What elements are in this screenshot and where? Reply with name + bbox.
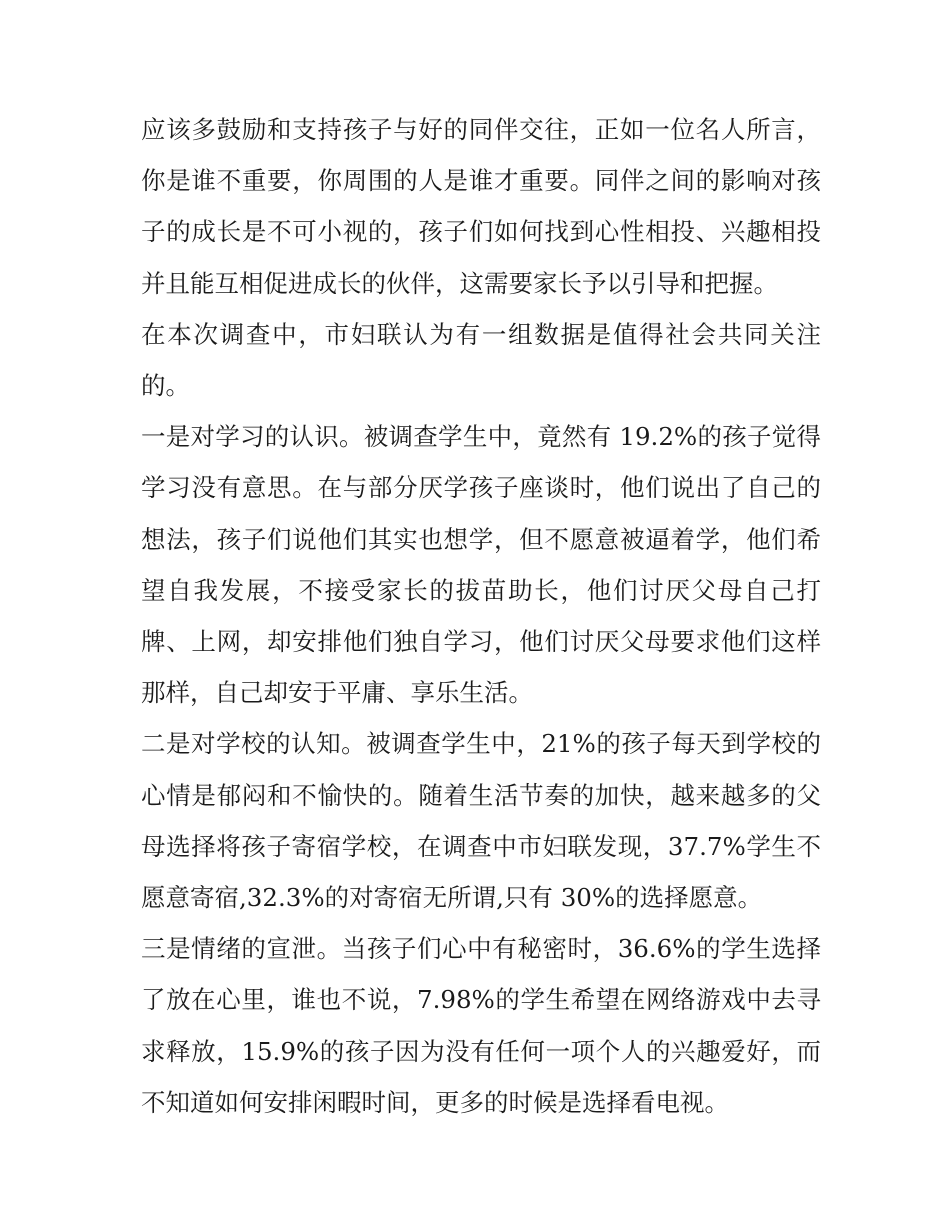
paragraph-emotion: 三是情绪的宣泄。当孩子们心中有秘密时，36.6%的学生选择了放在心里，谁也不说，7.98%的学生希望在网络游戏中去寻求释放，15.9%的孩子因为没有任何一项个人的兴趣爱好，而不知道如何安排闲暇时间，更多的时候是选择看电视。 bbox=[141, 934, 821, 1117]
body-text bbox=[141, 104, 821, 1128]
paragraph-learning: 一是对学习的认识。被调查学生中，竟然有 19.2%的孩子觉得学习没有意思。在与部分厌学孩子座谈时，他们说出了自己的想法，孩子们说他们其实也想学，但不愿意被逼着学，他们希望自我发展，不接受家长的拔苗助长，他们讨厌父母自己打牌、上网，却安排他们独自学习，他们讨厌父母要求他们这样那样，自己却安于平庸、享乐生活。 bbox=[141, 422, 821, 708]
paragraph-survey-intro: 在本次调查中，市妇联认为有一组数据是值得社会共同关注的。 bbox=[141, 319, 821, 401]
paragraph-peer-influence: 应该多鼓励和支持孩子与好的同伴交往，正如一位名人所言，你是谁不重要，你周围的人是谁才重要。同伴之间的影响对孩子的成长是不可小视的，孩子们如何找到心性相投、兴趣相投并且能互相促进成长的伙伴，这需要家长予以引导和把握。 bbox=[141, 115, 821, 298]
paragraph-school: 二是对学校的认知。被调查学生中，21%的孩子每天到学校的心情是郁闷和不愉快的。随着生活节奏的加快，越来越多的父母选择将孩子寄宿学校，在调查中市妇联发现，37.7%学生不愿意寄宿,32.3%的对寄宿无所谓,只有 30%的选择愿意。 bbox=[141, 729, 821, 913]
